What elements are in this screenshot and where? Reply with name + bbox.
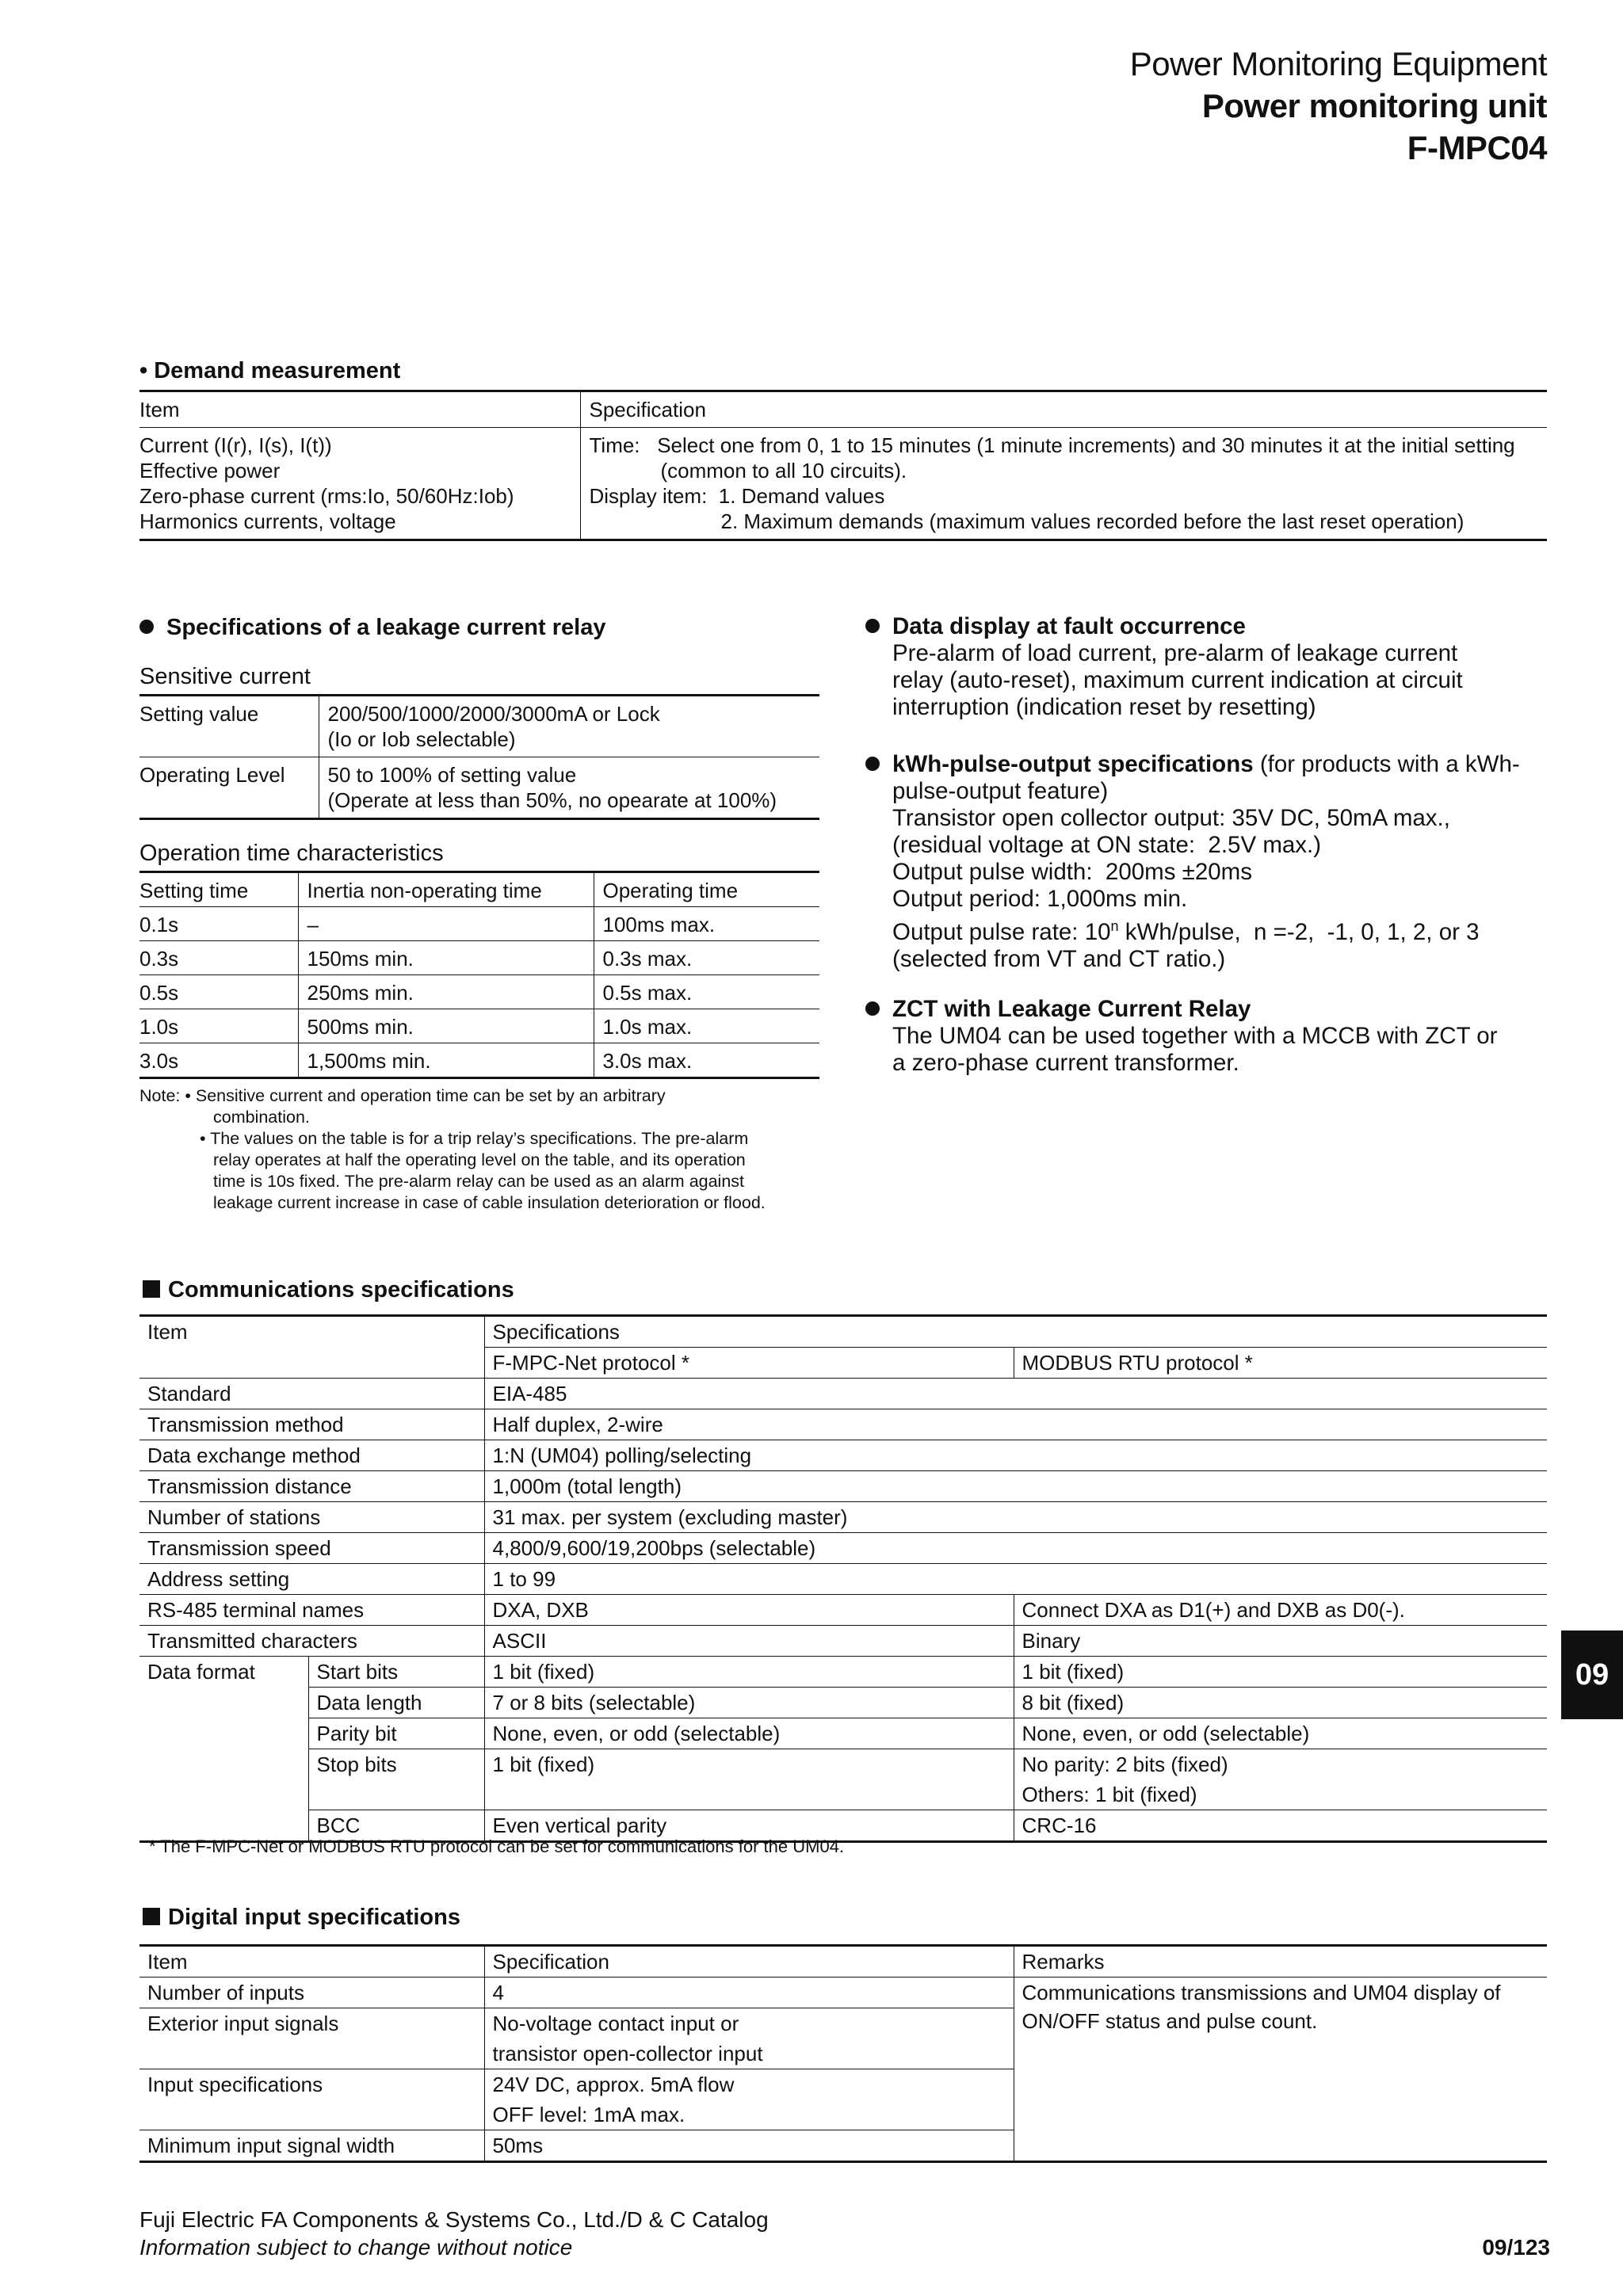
table-cell: 1,500ms min. [298, 1043, 594, 1078]
footer-notice: Information subject to change without notice [139, 2235, 573, 2260]
table-row [139, 1978, 1547, 2008]
table-cell-empty [139, 2100, 484, 2130]
note-line: relay operates at half the operating level on the table, and its operation [213, 1150, 746, 1169]
sub-label: Data length [308, 1688, 484, 1718]
table-cell: 0.1s [139, 907, 298, 941]
column-header: Item [139, 1946, 484, 1978]
sensitive-value-line: 200/500/1000/2000/3000mA or Lock [327, 702, 660, 726]
table-cell: ASCII [484, 1626, 1014, 1657]
table-cell: 0.3s [139, 941, 298, 975]
table-cell: No-voltage contact input or [484, 2008, 1014, 2039]
demand-item: Harmonics currents, voltage [139, 509, 396, 533]
column-header: Specifications [484, 1316, 1547, 1348]
row-label: Transmitted characters [139, 1626, 484, 1657]
page-number: 09/123 [1482, 2235, 1550, 2260]
table-cell: No parity: 2 bits (fixed) [1014, 1749, 1547, 1780]
table-cell: 3.0s max. [594, 1043, 819, 1078]
demand-spec-line: (common to all 10 circuits). [660, 459, 907, 482]
row-label: Transmission distance [139, 1471, 484, 1502]
footer-company: Fuji Electric FA Components & Systems Co., Ltd./D & C Catalog [139, 2207, 769, 2232]
sensitive-value [319, 757, 819, 819]
table-cell: Half duplex, 2-wire [484, 1409, 1547, 1440]
table-cell: DXA, DXB [484, 1595, 1014, 1626]
remarks-cell [1014, 1978, 1547, 2162]
table-cell: None, even, or odd (selectable) [484, 1718, 1014, 1749]
table-cell: None, even, or odd (selectable) [1014, 1718, 1547, 1749]
zct-title [865, 996, 1563, 1023]
column-header: Specification [484, 1946, 1014, 1978]
kwh-rate-text: Output pulse rate: 10 [892, 918, 1111, 945]
table-header-row [139, 1946, 1547, 1978]
table-cell: 24V DC, approx. 5mA flow [484, 2069, 1014, 2100]
kwh-line: (selected from VT and CT ratio.) [892, 945, 1226, 972]
sensitive-label: Setting value [139, 696, 319, 757]
table-row [139, 1564, 1547, 1595]
zct-line: The UM04 can be used together with a MCCB with ZCT or [892, 1023, 1498, 1049]
table-cell: 8 bit (fixed) [1014, 1688, 1547, 1718]
table-cell-empty [139, 2039, 484, 2069]
table-cell: Connect DXA as D1(+) and DXB as D0(-). [1014, 1595, 1547, 1626]
comm-footnote: * The F-MPC-Net or MODBUS RTU protocol can be set for communications for the UM04. [149, 1836, 845, 1856]
section-tab: 09 [1561, 1630, 1623, 1719]
table-row [139, 1440, 1547, 1471]
note-line: leakage current increase in case of cable insulation deterioration or flood. [213, 1193, 766, 1212]
note-line: • The values on the table is for a trip relay’s specifications. The pre-alarm [200, 1129, 749, 1148]
column-header: Remarks [1014, 1946, 1547, 1978]
table-cell: 1 bit (fixed) [484, 1749, 1014, 1780]
kwh-title-rest: (for products with a kWh- [1253, 751, 1520, 777]
sub-label: BCC [308, 1810, 484, 1842]
row-label: RS-485 terminal names [139, 1595, 484, 1626]
fault-line: interruption (indication reset by resetting) [892, 694, 1316, 720]
table-row [139, 1718, 1547, 1749]
operation-time-table [139, 871, 819, 1079]
column-header: Item [139, 1316, 484, 1379]
row-label: Standard [139, 1379, 484, 1409]
sensitive-value-line: (Operate at less than 50%, no opearate at 100%) [327, 788, 777, 812]
table-cell: 150ms min. [298, 941, 594, 975]
table-cell: 1 bit (fixed) [484, 1657, 1014, 1688]
sensitive-title: Sensitive current [139, 664, 311, 689]
table-cell: 1.0s max. [594, 1009, 819, 1043]
kwh-rate-line [865, 913, 1563, 946]
operation-title: Operation time characteristics [139, 841, 444, 866]
square-bullet-icon [143, 1908, 160, 1925]
note-line: time is 10s fixed. The pre-alarm relay can be used as an alarm against [213, 1172, 745, 1191]
kwh-rate-text: kWh/pulse, n =-2, -1, 0, 1, 2, or 3 [1118, 918, 1480, 945]
leakage-notes [139, 1085, 837, 1214]
row-label: Data format [139, 1657, 308, 1842]
bullet-icon [865, 619, 880, 633]
demand-title: • Demand measurement [139, 358, 401, 383]
demand-spec-line: Display item: 1. Demand values [589, 484, 885, 508]
table-row [139, 1409, 1547, 1440]
table-row [139, 1595, 1547, 1626]
protocol-header: F-MPC-Net protocol * [484, 1348, 1014, 1379]
kwh-line: pulse-output feature) [892, 778, 1109, 804]
table-cell: 4,800/9,600/19,200bps (selectable) [484, 1533, 1547, 1564]
table-cell: 250ms min. [298, 975, 594, 1009]
comm-title-text: Communications specifications [168, 1277, 514, 1302]
zct-section [865, 996, 1563, 1077]
kwh-line: Output period: 1,000ms min. [892, 886, 1188, 912]
demand-table [139, 390, 1547, 541]
table-row [139, 757, 819, 819]
column-header: Inertia non-operating time [298, 872, 594, 907]
table-cell: 4 [484, 1978, 1014, 2008]
kwh-line: Transistor open collector output: 35V DC, 50mA max., [892, 805, 1450, 831]
table-row [139, 1779, 1547, 1810]
table-row [139, 907, 819, 941]
row-label: Minimum input signal width [139, 2130, 484, 2162]
table-cell: Even vertical parity [484, 1810, 1014, 1842]
kwh-pulse-section [865, 751, 1563, 973]
table-row [139, 1688, 1547, 1718]
sub-label: Start bits [308, 1657, 484, 1688]
table-row [139, 696, 819, 757]
table-row [139, 1749, 1547, 1780]
row-label: Input specifications [147, 2073, 323, 2096]
table-row [139, 1471, 1547, 1502]
table-cell: 1 to 99 [484, 1564, 1547, 1595]
kwh-title-text: kWh-pulse-output specifications [892, 751, 1254, 777]
table-cell: 7 or 8 bits (selectable) [484, 1688, 1014, 1718]
note-line: combination. [213, 1108, 310, 1127]
demand-head-spec: Specification [580, 391, 1547, 428]
comm-title [143, 1277, 514, 1303]
row-label: Data exchange method [139, 1440, 484, 1471]
row-label: Exterior input signals [147, 2012, 339, 2035]
table-cell: OFF level: 1mA max. [484, 2100, 1014, 2130]
row-label: Number of stations [139, 1502, 484, 1533]
table-cell: 500ms min. [298, 1009, 594, 1043]
table-row [139, 1626, 1547, 1657]
table-row [139, 1657, 1547, 1688]
table-cell-empty [484, 1779, 1014, 1810]
sub-label: Parity bit [308, 1718, 484, 1749]
demand-item: Current (I(r), I(s), I(t)) [139, 433, 332, 457]
table-cell: 50ms [484, 2130, 1014, 2162]
table-cell: EIA-485 [484, 1379, 1547, 1409]
leakage-title-text: Specifications of a leakage current relay [166, 615, 606, 640]
row-label: Address setting [139, 1564, 484, 1595]
row-label: Transmission method [139, 1409, 484, 1440]
kwh-rate-exponent: n [1110, 918, 1119, 934]
table-cell: Others: 1 bit (fixed) [1014, 1779, 1547, 1810]
table-row [139, 1009, 819, 1043]
demand-head-item: Item [139, 391, 580, 428]
fault-display-section [865, 613, 1563, 721]
sub-label: Stop bits [308, 1749, 484, 1780]
digital-title [143, 1905, 460, 1931]
table-cell: 1.0s [139, 1009, 298, 1043]
demand-spec-line: Time: Select one from 0, 1 to 15 minutes (1 minute increments) and 30 minutes it at the initial setting [589, 433, 1515, 457]
table-cell: 1:N (UM04) polling/selecting [484, 1440, 1547, 1471]
demand-item: Effective power [139, 459, 281, 482]
table-cell: 0.5s max. [594, 975, 819, 1009]
row-label: Transmission speed [139, 1533, 484, 1564]
table-cell: Binary [1014, 1626, 1547, 1657]
bullet-icon [865, 757, 880, 771]
table-row [139, 1043, 819, 1078]
zct-title-text: ZCT with Leakage Current Relay [892, 996, 1251, 1022]
demand-spec-line: 2. Maximum demands (maximum values recorded before the last reset operation) [720, 509, 1465, 533]
table-cell: 1,000m (total length) [484, 1471, 1547, 1502]
note-line: Note: • Sensitive current and operation time can be set by an arbitrary [139, 1086, 666, 1105]
table-row [139, 1502, 1547, 1533]
table-cell: 3.0s [139, 1043, 298, 1078]
fault-line: Pre-alarm of load current, pre-alarm of leakage current [892, 640, 1458, 666]
kwh-line: (residual voltage at ON state: 2.5V max.) [892, 832, 1322, 858]
sensitive-value [319, 696, 819, 757]
bullet-icon [139, 620, 154, 634]
table-cell: 0.5s [139, 975, 298, 1009]
sensitive-value-line: 50 to 100% of setting value [327, 763, 577, 787]
table-cell: CRC-16 [1014, 1810, 1547, 1842]
table-header-row [139, 1316, 1547, 1348]
table-cell: 1 bit (fixed) [1014, 1657, 1547, 1688]
header-model: F-MPC04 [1407, 129, 1547, 166]
bullet-icon [865, 1001, 880, 1016]
demand-item: Zero-phase current (rms:Io, 50/60Hz:Iob) [139, 484, 514, 508]
leakage-title [139, 615, 605, 641]
zct-line: a zero-phase current transformer. [892, 1050, 1239, 1076]
sensitive-label: Operating Level [139, 757, 319, 819]
fault-line: relay (auto-reset), maximum current indication at circuit [892, 667, 1463, 693]
table-row [139, 1533, 1547, 1564]
table-row [139, 1379, 1547, 1409]
demand-spec [580, 428, 1547, 540]
table-cell: transistor open-collector input [484, 2039, 1014, 2069]
table-cell: 0.3s max. [594, 941, 819, 975]
sensitive-current-table [139, 694, 819, 820]
column-header: Setting time [139, 872, 298, 907]
digital-title-text: Digital input specifications [168, 1905, 460, 1930]
table-cell-empty [308, 1779, 484, 1810]
communications-table [139, 1314, 1547, 1843]
square-bullet-icon [143, 1280, 160, 1298]
page-header [1130, 43, 1547, 169]
demand-items [139, 428, 580, 540]
table-header-row [139, 872, 819, 907]
digital-input-table [139, 1944, 1547, 2163]
kwh-title [865, 751, 1563, 778]
header-product-type: Power monitoring unit [1201, 87, 1547, 124]
column-header: Operating time [594, 872, 819, 907]
table-row [139, 975, 819, 1009]
table-cell: 100ms max. [594, 907, 819, 941]
table-row [139, 941, 819, 975]
table-cell: 31 max. per system (excluding master) [484, 1502, 1547, 1533]
kwh-line: Output pulse width: 200ms ±20ms [892, 859, 1252, 885]
header-category: Power Monitoring Equipment [1129, 45, 1547, 82]
remarks-line: Communications transmissions and UM04 display of [1022, 1981, 1501, 2004]
remarks-line: ON/OFF status and pulse count. [1022, 2009, 1318, 2033]
fault-title [865, 613, 1563, 640]
sensitive-value-line: (Io or Iob selectable) [327, 727, 516, 751]
fault-title-text: Data display at fault occurrence [892, 613, 1246, 639]
table-cell: – [298, 907, 594, 941]
protocol-header: MODBUS RTU protocol * [1014, 1348, 1547, 1379]
row-label: Number of inputs [139, 1978, 484, 2008]
